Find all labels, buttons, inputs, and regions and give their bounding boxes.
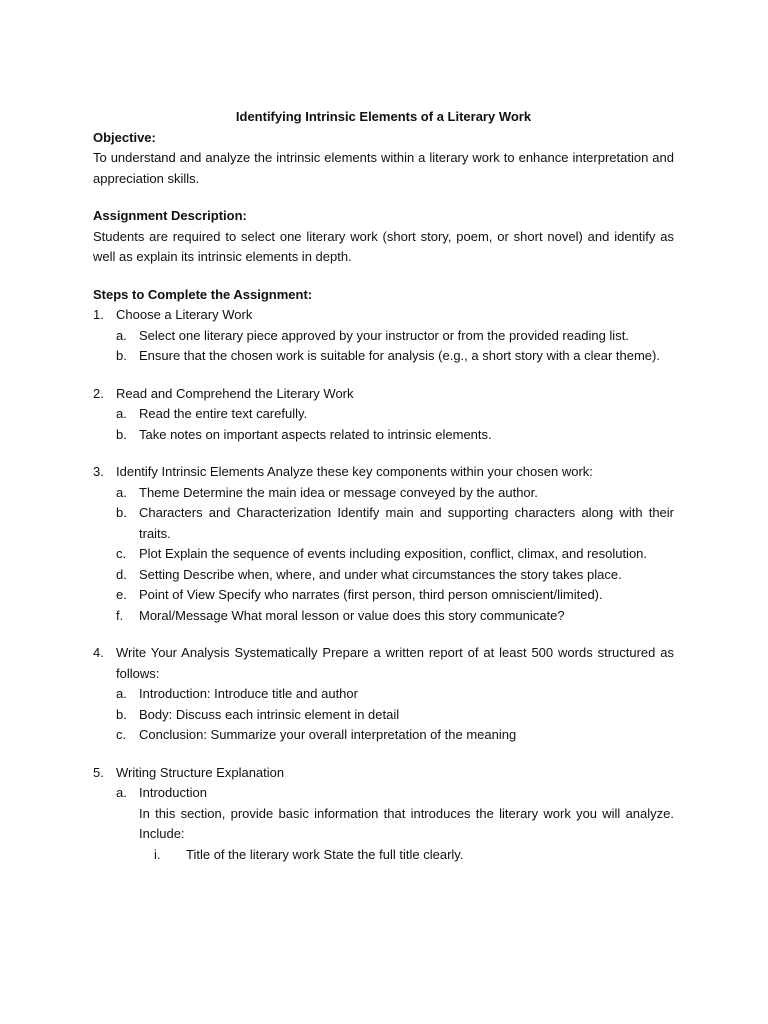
roman-marker: i.	[154, 846, 161, 862]
sub-item	[93, 503, 674, 544]
step-text: Read and Comprehend the Literary Work	[116, 385, 354, 401]
step-item	[93, 305, 674, 367]
sub-text: Read the entire text carefully.	[139, 406, 308, 421]
step-line	[93, 763, 674, 784]
step-item	[93, 384, 674, 446]
sub-item	[93, 565, 674, 586]
sub-item	[93, 585, 674, 606]
step-number: 4.	[93, 645, 104, 660]
objective-text: To understand and analyze the intrinsic elements within a literary work to enhance interpretation and appreciation skills.	[93, 150, 674, 186]
sub-marker: b.	[116, 505, 127, 520]
step-item	[93, 462, 674, 626]
sub-text: Take notes on important aspects related to intrinsic elements.	[139, 426, 492, 442]
sub-item	[93, 606, 674, 627]
step-number: 2.	[93, 385, 104, 401]
assignment-text: Students are required to select one literary work (short story, poem, or short novel) and identify as well as explain its intrinsic elements in depth.	[93, 228, 674, 264]
sub-item	[93, 404, 674, 425]
sub-text: Ensure that the chosen work is suitable for analysis (e.g., a short story with a clear theme).	[139, 348, 660, 363]
objective-heading: Objective:	[93, 129, 156, 145]
step-text: Choose a Literary Work	[116, 307, 253, 322]
sub-marker: b.	[116, 706, 127, 722]
step-text: Writing Structure Explanation	[116, 764, 285, 780]
sub-marker: a.	[116, 406, 127, 421]
sub-marker: c.	[116, 546, 127, 561]
assignment-heading: Assignment Description:	[93, 208, 247, 223]
step-number: 5.	[93, 764, 104, 780]
sub-text: Point of View Specify who narrates (first person, third person omniscient/limited).	[139, 587, 603, 602]
step-text: Identify Intrinsic Elements Analyze these key components within your chosen work:	[116, 464, 593, 479]
sub-item	[93, 483, 674, 504]
sub-marker: d.	[116, 566, 127, 582]
sub-item	[93, 783, 674, 804]
sub-marker: c.	[116, 727, 127, 742]
step-number: 3.	[93, 464, 104, 479]
sub-marker: a.	[116, 686, 127, 701]
sub-item	[93, 705, 674, 726]
sub-text: Setting Describe when, where, and under what circumstances the story takes place.	[139, 566, 622, 582]
roman-item	[93, 845, 674, 866]
sub-marker: a.	[116, 484, 127, 500]
document-content	[93, 107, 674, 865]
sub-marker: a.	[116, 327, 127, 343]
step-line	[93, 305, 674, 326]
sub-item	[93, 725, 674, 746]
step-text: Write Your Analysis Systematically Prepare a written report of at least 500 words structured as follows:	[116, 645, 674, 681]
sub-marker: a.	[116, 785, 127, 800]
document-title: Identifying Intrinsic Elements of a Literary Work	[235, 109, 532, 124]
roman-text: Title of the literary work State the full title clearly.	[186, 846, 464, 862]
sub-item	[93, 326, 674, 347]
sub-item	[93, 346, 674, 367]
sub-marker: b.	[116, 348, 127, 363]
sub-marker: b.	[116, 426, 127, 442]
sub-text: Moral/Message What moral lesson or value does this story communicate?	[139, 607, 565, 623]
steps-heading: Steps to Complete the Assignment:	[93, 286, 313, 302]
sub-text: Plot Explain the sequence of events including exposition, conflict, climax, and resolution.	[139, 546, 648, 561]
sub-marker: f.	[116, 607, 124, 623]
sub-text: Body: Discuss each intrinsic element in detail	[139, 706, 400, 722]
step-line	[93, 643, 674, 684]
sub-item	[93, 684, 674, 705]
sub-item	[93, 544, 674, 565]
sub-text: Select one literary piece approved by your instructor or from the provided reading list.	[139, 327, 629, 343]
step-number: 1.	[93, 307, 104, 322]
sub-text: Characters and Characterization Identify main and supporting characters along with their traits.	[139, 505, 674, 541]
step-line	[93, 384, 674, 405]
step-item	[93, 763, 674, 866]
step-item	[93, 643, 674, 746]
sub-body-text: In this section, provide basic information that introduces the literary work you will analyze. Include:	[139, 805, 674, 841]
sub-text: Introduction: Introduce title and author	[139, 686, 358, 701]
sub-text: Conclusion: Summarize your overall interpretation of the meaning	[139, 727, 517, 742]
sub-marker: e.	[116, 587, 127, 602]
sub-text: Introduction	[139, 785, 207, 800]
sub-text: Theme Determine the main idea or message conveyed by the author.	[139, 484, 538, 500]
sub-item	[93, 425, 674, 446]
step-line	[93, 462, 674, 483]
